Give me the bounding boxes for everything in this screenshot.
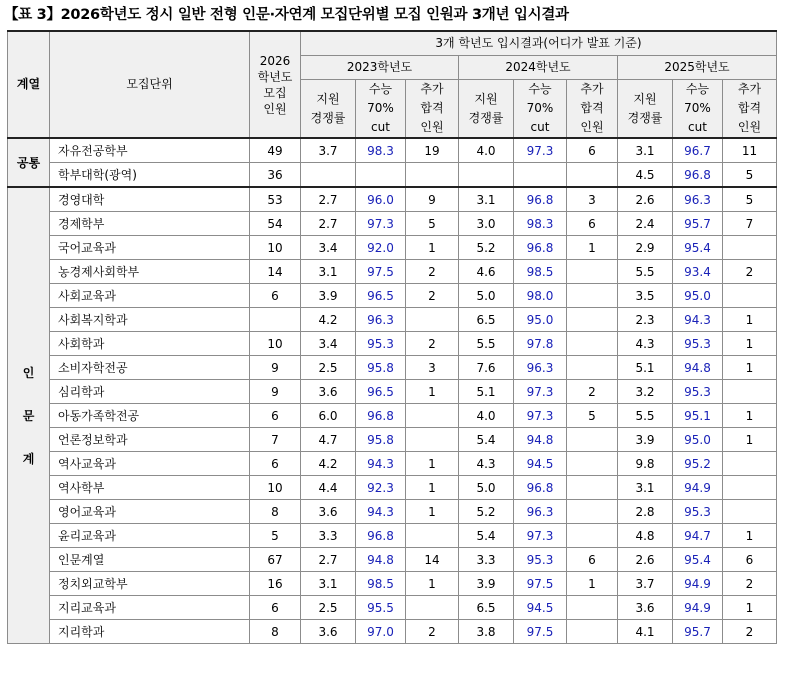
subheader-competition-2023: 지원 경쟁률 [301,80,356,139]
cut-2023: 95.5 [356,596,406,620]
extra-2025 [723,452,777,476]
cut-2025: 95.4 [673,548,723,572]
cut-2025: 95.3 [673,500,723,524]
competition-2024 [459,163,514,188]
extra-2025: 1 [723,356,777,380]
group-label: 인 문 계 [8,187,50,644]
cut-2024: 96.3 [514,500,567,524]
competition-2023: 4.7 [301,428,356,452]
table-row [8,138,777,163]
extra-2024 [567,260,618,284]
extra-2024: 2 [567,380,618,404]
extra-2025: 1 [723,596,777,620]
quota-2026: 5 [250,524,301,548]
extra-2024 [567,163,618,188]
admission-results-table [7,30,777,644]
cut-2024: 98.5 [514,260,567,284]
table-row [8,620,777,644]
unit-name: 지리교육과 [50,596,250,620]
competition-2025: 2.9 [618,236,673,260]
extra-2024: 3 [567,187,618,212]
extra-2025 [723,284,777,308]
header-results: 3개 학년도 입시결과(어디가 발표 기준) [301,31,777,56]
quota-2026: 10 [250,476,301,500]
cut-2025: 95.0 [673,284,723,308]
unit-name: 심리학과 [50,380,250,404]
extra-2023: 2 [406,284,459,308]
competition-2024: 6.5 [459,308,514,332]
quota-2026: 6 [250,404,301,428]
cut-2024: 97.5 [514,620,567,644]
extra-2025: 5 [723,187,777,212]
competition-2024: 3.0 [459,212,514,236]
extra-2023: 5 [406,212,459,236]
unit-name: 언론정보학과 [50,428,250,452]
extra-2023: 3 [406,356,459,380]
cut-2023: 94.3 [356,452,406,476]
competition-2024: 6.5 [459,596,514,620]
extra-2023 [406,428,459,452]
competition-2025: 2.6 [618,548,673,572]
unit-name: 인문계열 [50,548,250,572]
extra-2024: 1 [567,572,618,596]
extra-2025: 2 [723,620,777,644]
table-row [8,284,777,308]
cut-2025: 94.3 [673,308,723,332]
unit-name: 윤리교육과 [50,524,250,548]
header-year-2025: 2025학년도 [618,56,777,80]
quota-2026: 9 [250,380,301,404]
competition-2024: 4.3 [459,452,514,476]
competition-2023: 4.2 [301,308,356,332]
table-row [8,452,777,476]
table-row [8,548,777,572]
subheader-cut-2023: 수능 70% cut [356,80,406,139]
extra-2024 [567,596,618,620]
cut-2025: 94.9 [673,596,723,620]
cut-2023 [356,163,406,188]
extra-2023 [406,596,459,620]
header-unit: 모집단위 [50,31,250,138]
competition-2023: 3.1 [301,572,356,596]
cut-2024 [514,163,567,188]
table-row [8,187,777,212]
cut-2023: 97.5 [356,260,406,284]
extra-2024: 6 [567,212,618,236]
competition-2024: 3.1 [459,187,514,212]
cut-2024: 98.0 [514,284,567,308]
quota-2026: 10 [250,236,301,260]
quota-2026: 6 [250,452,301,476]
subheader-cut-2024: 수능 70% cut [514,80,567,139]
quota-2026: 49 [250,138,301,163]
competition-2025: 2.6 [618,187,673,212]
competition-2025: 9.8 [618,452,673,476]
extra-2023: 14 [406,548,459,572]
competition-2025: 4.5 [618,163,673,188]
cut-2025: 95.1 [673,404,723,428]
cut-2025: 94.7 [673,524,723,548]
unit-name: 역사학부 [50,476,250,500]
extra-2023: 1 [406,380,459,404]
extra-2023: 2 [406,620,459,644]
extra-2023: 1 [406,572,459,596]
competition-2025: 2.8 [618,500,673,524]
extra-2025: 11 [723,138,777,163]
competition-2025: 3.2 [618,380,673,404]
cut-2024: 97.5 [514,572,567,596]
competition-2023: 3.4 [301,236,356,260]
extra-2025: 2 [723,260,777,284]
competition-2023: 3.3 [301,524,356,548]
header-year-2024: 2024학년도 [459,56,618,80]
extra-2025: 7 [723,212,777,236]
quota-2026: 8 [250,500,301,524]
competition-2025: 3.1 [618,476,673,500]
competition-2023: 3.7 [301,138,356,163]
cut-2025: 95.7 [673,620,723,644]
extra-2023: 9 [406,187,459,212]
cut-2024: 97.3 [514,524,567,548]
competition-2023: 3.9 [301,284,356,308]
competition-2024: 5.4 [459,524,514,548]
cut-2023: 98.3 [356,138,406,163]
table-row [8,596,777,620]
quota-2026: 6 [250,284,301,308]
extra-2024 [567,356,618,380]
competition-2023: 3.4 [301,332,356,356]
competition-2023: 2.7 [301,548,356,572]
extra-2024 [567,284,618,308]
competition-2024: 5.1 [459,380,514,404]
cut-2024: 98.3 [514,212,567,236]
subheader-extra-2023: 추가 합격 인원 [406,80,459,139]
header-2026-quota: 2026 학년도 모집 인원 [250,31,301,138]
cut-2023: 92.3 [356,476,406,500]
extra-2024 [567,308,618,332]
quota-2026: 36 [250,163,301,188]
competition-2023: 3.6 [301,500,356,524]
cut-2023: 96.5 [356,284,406,308]
table-title: 【표 3】2026학년도 정시 일반 전형 인문·자연계 모집단위별 모집 인원과 3개년 입시결과 [4,7,569,23]
extra-2024 [567,620,618,644]
unit-name: 영어교육과 [50,500,250,524]
unit-name: 정치외교학부 [50,572,250,596]
extra-2025: 2 [723,572,777,596]
unit-name: 지리학과 [50,620,250,644]
unit-name: 농경제사회학부 [50,260,250,284]
cut-2025: 95.3 [673,332,723,356]
competition-2024: 4.0 [459,138,514,163]
extra-2024: 6 [567,548,618,572]
competition-2024: 5.2 [459,500,514,524]
competition-2023: 3.1 [301,260,356,284]
quota-2026: 9 [250,356,301,380]
cut-2024: 97.3 [514,138,567,163]
cut-2025: 95.2 [673,452,723,476]
table-row [8,404,777,428]
competition-2023: 2.5 [301,356,356,380]
cut-2025: 96.8 [673,163,723,188]
competition-2025: 3.1 [618,138,673,163]
competition-2023: 6.0 [301,404,356,428]
subheader-competition-2024: 지원 경쟁률 [459,80,514,139]
table-row [8,428,777,452]
quota-2026: 10 [250,332,301,356]
competition-2024: 3.9 [459,572,514,596]
cut-2025: 95.0 [673,428,723,452]
cut-2023: 95.3 [356,332,406,356]
quota-2026: 7 [250,428,301,452]
competition-2025: 3.9 [618,428,673,452]
cut-2025: 96.7 [673,138,723,163]
competition-2025: 5.5 [618,260,673,284]
table-row [8,163,777,188]
cut-2024: 97.3 [514,404,567,428]
cut-2023: 96.5 [356,380,406,404]
competition-2024: 4.0 [459,404,514,428]
quota-2026: 54 [250,212,301,236]
unit-name: 경영대학 [50,187,250,212]
competition-2024: 5.5 [459,332,514,356]
subheader-cut-2025: 수능 70% cut [673,80,723,139]
extra-2023: 1 [406,476,459,500]
quota-2026: 6 [250,596,301,620]
table-row [8,260,777,284]
cut-2024: 96.8 [514,187,567,212]
extra-2025 [723,380,777,404]
cut-2024: 97.8 [514,332,567,356]
competition-2023: 2.7 [301,212,356,236]
competition-2025: 2.3 [618,308,673,332]
table-row [8,524,777,548]
table-row [8,236,777,260]
competition-2025: 5.5 [618,404,673,428]
quota-2026: 67 [250,548,301,572]
quota-2026 [250,308,301,332]
competition-2025: 4.1 [618,620,673,644]
extra-2024 [567,332,618,356]
cut-2024: 94.8 [514,428,567,452]
extra-2025 [723,236,777,260]
cut-2025: 94.9 [673,572,723,596]
cut-2023: 95.8 [356,428,406,452]
extra-2025 [723,500,777,524]
extra-2025: 1 [723,404,777,428]
quota-2026: 14 [250,260,301,284]
cut-2025: 95.7 [673,212,723,236]
competition-2023: 2.5 [301,596,356,620]
header-year-2023: 2023학년도 [301,56,459,80]
cut-2025: 96.3 [673,187,723,212]
cut-2023: 96.3 [356,308,406,332]
competition-2023: 3.6 [301,380,356,404]
cut-2024: 95.3 [514,548,567,572]
unit-name: 아동가족학전공 [50,404,250,428]
competition-2023: 4.2 [301,452,356,476]
extra-2023: 19 [406,138,459,163]
table-row [8,380,777,404]
extra-2023 [406,524,459,548]
extra-2023: 2 [406,332,459,356]
extra-2025 [723,476,777,500]
competition-2024: 5.0 [459,284,514,308]
extra-2023 [406,404,459,428]
extra-2024: 5 [567,404,618,428]
cut-2024: 97.3 [514,380,567,404]
cut-2025: 93.4 [673,260,723,284]
table-row [8,356,777,380]
table-row [8,212,777,236]
cut-2023: 98.5 [356,572,406,596]
extra-2024 [567,500,618,524]
cut-2024: 96.3 [514,356,567,380]
quota-2026: 16 [250,572,301,596]
results-table-wrapper [7,30,777,644]
competition-2023: 2.7 [301,187,356,212]
unit-name: 사회학과 [50,332,250,356]
unit-name: 사회복지학과 [50,308,250,332]
unit-name: 역사교육과 [50,452,250,476]
extra-2023: 1 [406,236,459,260]
competition-2024: 5.2 [459,236,514,260]
extra-2024 [567,428,618,452]
table-row [8,332,777,356]
competition-2024: 3.8 [459,620,514,644]
competition-2024: 5.4 [459,428,514,452]
cut-2024: 96.8 [514,236,567,260]
unit-name: 소비자학전공 [50,356,250,380]
subheader-competition-2025: 지원 경쟁률 [618,80,673,139]
competition-2025: 5.1 [618,356,673,380]
competition-2025: 3.7 [618,572,673,596]
competition-2024: 5.0 [459,476,514,500]
extra-2025: 1 [723,524,777,548]
cut-2023: 95.8 [356,356,406,380]
cut-2024: 95.0 [514,308,567,332]
cut-2024: 94.5 [514,596,567,620]
group-label: 공통 [8,138,50,187]
cut-2025: 94.9 [673,476,723,500]
cut-2023: 96.8 [356,404,406,428]
cut-2023: 97.0 [356,620,406,644]
quota-2026: 53 [250,187,301,212]
unit-name: 국어교육과 [50,236,250,260]
extra-2025: 1 [723,428,777,452]
table-row [8,308,777,332]
cut-2023: 96.8 [356,524,406,548]
competition-2025: 3.6 [618,596,673,620]
extra-2024 [567,524,618,548]
unit-name: 사회교육과 [50,284,250,308]
extra-2023: 2 [406,260,459,284]
cut-2024: 94.5 [514,452,567,476]
cut-2023: 92.0 [356,236,406,260]
cut-2025: 95.4 [673,236,723,260]
competition-2025: 3.5 [618,284,673,308]
subheader-extra-2025: 추가 합격 인원 [723,80,777,139]
subheader-extra-2024: 추가 합격 인원 [567,80,618,139]
cut-2023: 97.3 [356,212,406,236]
extra-2023 [406,308,459,332]
extra-2024: 6 [567,138,618,163]
competition-2024: 4.6 [459,260,514,284]
unit-name: 자유전공학부 [50,138,250,163]
extra-2024 [567,476,618,500]
competition-2024: 3.3 [459,548,514,572]
extra-2023: 1 [406,452,459,476]
cut-2023: 96.0 [356,187,406,212]
extra-2025: 1 [723,332,777,356]
competition-2025: 2.4 [618,212,673,236]
competition-2025: 4.8 [618,524,673,548]
competition-2023 [301,163,356,188]
quota-2026: 8 [250,620,301,644]
extra-2023: 1 [406,500,459,524]
extra-2025: 6 [723,548,777,572]
extra-2024 [567,452,618,476]
table-row [8,476,777,500]
cut-2023: 94.8 [356,548,406,572]
unit-name: 학부대학(광역) [50,163,250,188]
extra-2024: 1 [567,236,618,260]
cut-2023: 94.3 [356,500,406,524]
table-row [8,500,777,524]
unit-name: 경제학부 [50,212,250,236]
competition-2025: 4.3 [618,332,673,356]
cut-2024: 96.8 [514,476,567,500]
competition-2024: 7.6 [459,356,514,380]
extra-2023 [406,163,459,188]
competition-2023: 3.6 [301,620,356,644]
competition-2023: 4.4 [301,476,356,500]
extra-2025: 1 [723,308,777,332]
table-row [8,572,777,596]
cut-2025: 94.8 [673,356,723,380]
cut-2025: 95.3 [673,380,723,404]
extra-2025: 5 [723,163,777,188]
header-group: 계열 [8,31,50,138]
